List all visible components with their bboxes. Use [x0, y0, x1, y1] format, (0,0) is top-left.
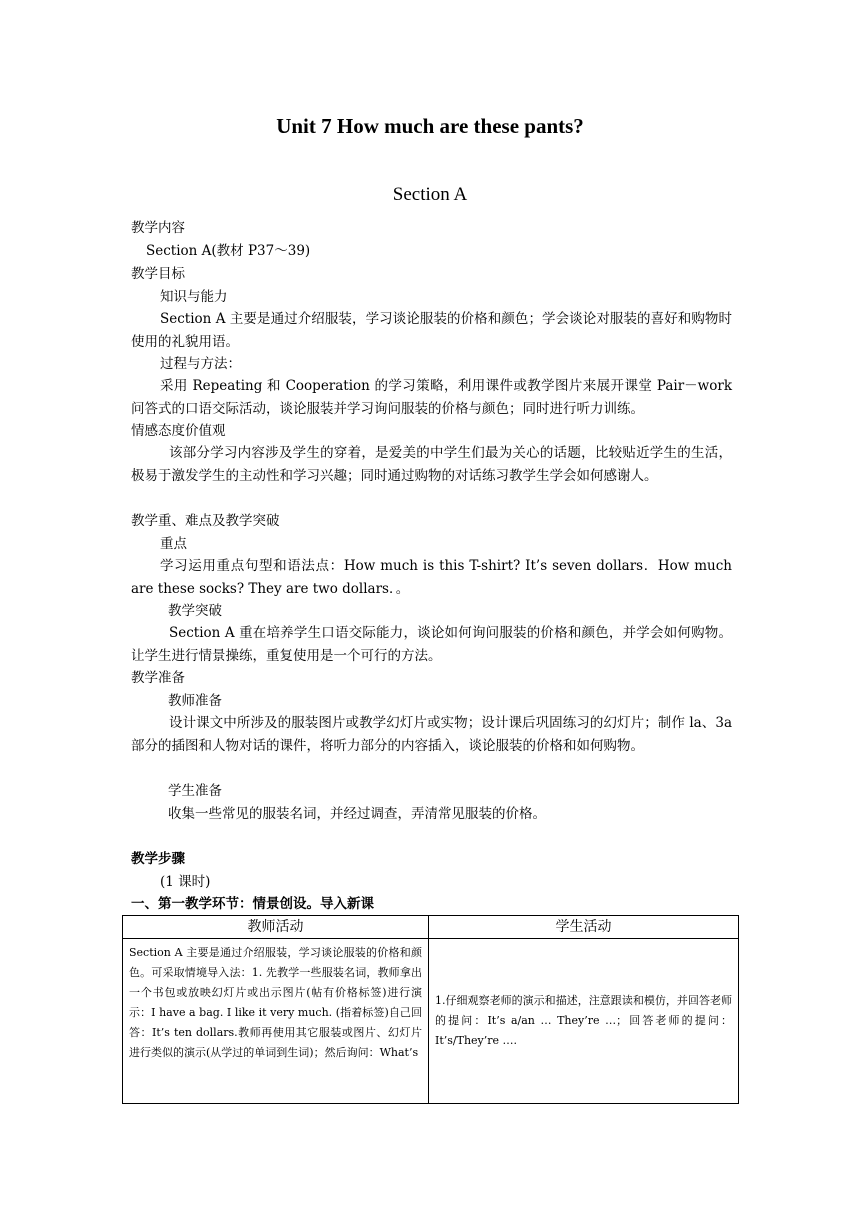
student-activity-header: 学生活动 [429, 916, 739, 939]
breakthrough-heading: 教学突破 [168, 603, 222, 619]
breakthrough-text: Section A 重在培养学生口语交际能力，谈论如何询问服装的价格和颜色，并学会如何购物。让学生进行情景操练，重复使用是一个可行的方法。 [131, 625, 732, 664]
document-title: Unit 7 How much are these pants? [276, 114, 584, 138]
focus-heading: 重点 [160, 536, 187, 552]
emotion-text: 该部分学习内容涉及学生的穿着，是爱美的中学生们最为关心的话题，比较贴近学生的生活，极易于激发学生的主动性和学习兴趣；同时通过购物的对话练习教学生学会如何感谢人。 [131, 445, 732, 484]
goals-heading: 教学目标 [131, 266, 185, 282]
lesson-count: (1 课时) [160, 874, 211, 890]
process-heading: 过程与方法： [160, 356, 241, 372]
teacher-prep-text: 设计课文中所涉及的服装图片或教学幻灯片或实物；设计课后巩固练习的幻灯片；制作 la、3a 部分的插图和人物对话的课件，将听力部分的内容插入，谈论服装的价格和如何购物。 [131, 715, 732, 754]
teacher-activity-cell: Section A 主要是通过介绍服装，学习谈论服装的价格和颜色。可采取情境导入法：1. 先教学一些服装名词，教师拿出一个书包或放映幻灯片或出示图片(帖有价格标签)进行演示：I have a bag. I like it very much. (指着标签)自己回答：It’s ten dollars.教师再使用其它服装或图片、幻灯片进行类似的演示(从学过的单词到生词)；然后询问：What’s [123, 939, 429, 1104]
step1-heading: 一、第一教学环节：情景创设。导入新课 [131, 896, 374, 912]
teacher-activity-header: 教师活动 [123, 916, 429, 939]
knowledge-heading: 知识与能力 [160, 289, 228, 305]
table-row [123, 939, 739, 1104]
section-title: Section A [392, 184, 468, 205]
keypoints-heading: 教学重、难点及教学突破 [131, 513, 280, 529]
prep-heading: 教学准备 [131, 670, 185, 686]
content-heading: 教学内容 [131, 220, 185, 236]
table-header-row [123, 916, 739, 939]
content-line: Section A(教材 P37～39) [146, 243, 311, 259]
activity-table [122, 915, 739, 1104]
knowledge-text: Section A 主要是通过介绍服装，学习谈论服装的价格和颜色；学会谈论对服装的喜好和购物时使用的礼貌用语。 [131, 311, 732, 350]
focus-text: 学习运用重点句型和语法点：How much is this T-shirt? It’s seven dollars．How much are these socks? They are two dollars．。 [131, 558, 732, 597]
process-text: 采用 Repeating 和 Cooperation 的学习策略，利用课件或教学图片来展开课堂 Pair－work 问答式的口语交际活动，谈论服装并学习询问服装的价格与颜色；同时进行听力训练。 [131, 378, 732, 417]
emotion-heading: 情感态度价值观 [131, 423, 226, 439]
student-prep-heading: 学生准备 [168, 783, 222, 799]
steps-heading: 教学步骤 [131, 851, 185, 867]
student-prep-text: 收集一些常见的服装名词，并经过调查，弄清常见服装的价格。 [168, 806, 546, 822]
teacher-prep-heading: 教师准备 [168, 693, 222, 709]
student-activity-cell: 1.仔细观察老师的演示和描述，注意跟读和模仿，并回答老师的提问：It’s a/an … They’re …；回答老师的提问：It’s/They’re …. [429, 939, 739, 1104]
